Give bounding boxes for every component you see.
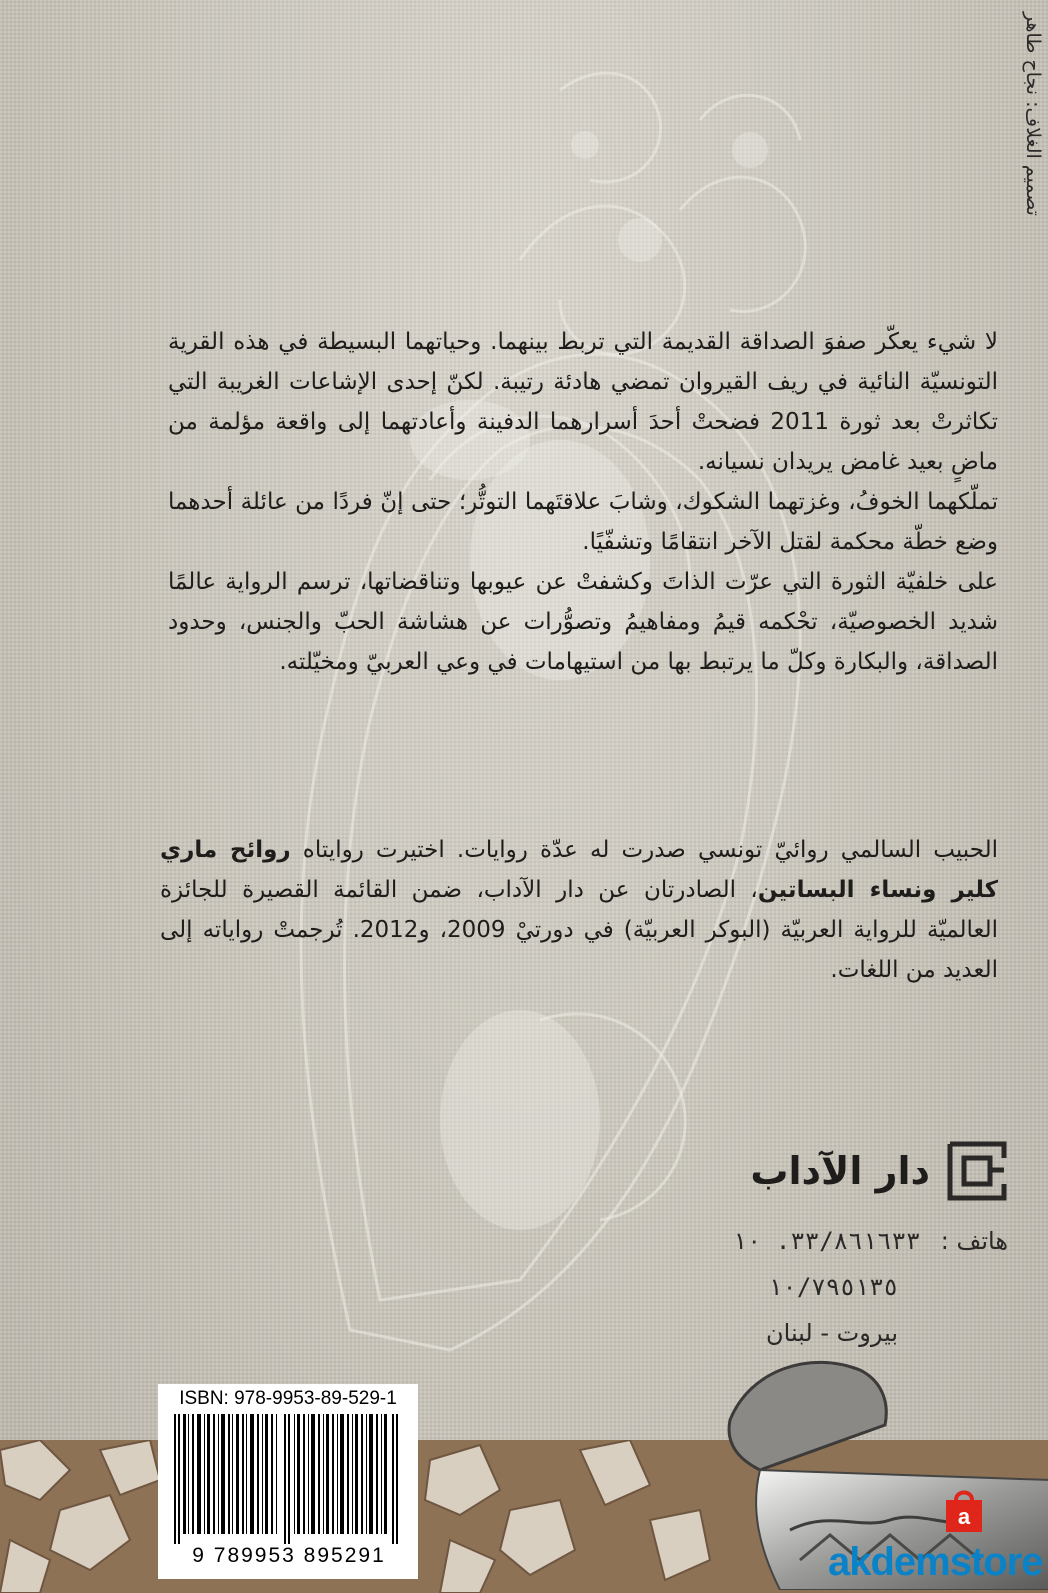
isbn-digits: 9 789953 895291 [192,1544,386,1567]
publisher-block [733,1140,1009,1356]
phone-row-2 [733,1264,899,1310]
publisher-logo-icon [946,1140,1008,1202]
synopsis-paragraph: تملّكهما الخوفُ، وغزتهما الشكوك، وشابَ علاقتَهما التوتُّر؛ حتى إنّ فردًا من عائلة أحدهما وضع خطّة محكمة لقتل الآخر انتقامًا وتشفّيًا. [168,489,998,555]
cover-designer-credit: تصميم الغلاف: نجاح طاهر [1022,12,1044,216]
svg-text:a: a [957,1504,971,1529]
publisher-name: دار الآداب [750,1149,930,1193]
store-watermark-text: akdemstore [828,1540,1043,1584]
isbn-barcode [158,1384,418,1579]
synopsis-text [168,322,998,682]
store-watermark [810,1486,1043,1586]
phone-row [733,1218,1009,1264]
synopsis-paragraph: لا شيء يعكّر صفوَ الصداقة القديمة التي تربط بينهما. وحياتهما البسيطة في هذه القرية التونسيّة النائية في ريف القيروان تمضي هادئة رتيبة. لكنّ إحدى الإشاعات الغريبة التي تكاثرتْ بعد ثورة 2011 فضحتْ أحدَ أسرارهما الدفينة وأعادتهما إلى واقعة مؤلمة من ماضٍ بعيد غامض يريدان نسيانه. [168,329,998,475]
barcode-icon [174,1414,402,1544]
shopping-bag-icon [942,1486,986,1534]
phone-number-1: ٣٣/٨٦١٦٣٣. ١٠ [732,1227,921,1255]
publisher-address: بيروت - لبنان [766,1319,898,1347]
author-bio-text-continued: ، الصادرتان عن دار الآداب، ضمن القائمة القصيرة للجائزة العالميّة للرواية العربيّة (البوكر العربيّة) في دورتيْ 2009، و2012. تُرجمتْ رواياته إلى العديد من اللغات. [160,877,999,983]
phone-number-2: ١٠/٧٩٥١٣٥ [767,1273,898,1301]
synopsis-paragraph: على خلفيّة الثورة التي عرّت الذاتَ وكشفتْ عن عيوبها وتناقضاتها، ترسم الرواية عالمًا شديد الخصوصيّة، تحْكمه قيمُ ومفاهيمُ وتصوُّرات عن هشاشة الحبّ والجنس، وحدود الصداقة، والبكارة وكلّ ما يرتبط بها من استيهامات في وعي العربيّ ومخيّلته. [168,569,998,675]
author-bio [160,830,998,990]
isbn-label: ISBN: 978-9953-89-529-1 [179,1388,397,1409]
shortlisted-novels-title: روائح ماري كلير ونساء البساتين [160,837,998,903]
author-bio-text: الحبيب السالمي روائيّ تونسي صدرت له عدّة روايات. اختيرت روايتاه [290,837,998,863]
publisher-header [733,1140,1009,1202]
phone-label: هاتف : [940,1227,1008,1255]
